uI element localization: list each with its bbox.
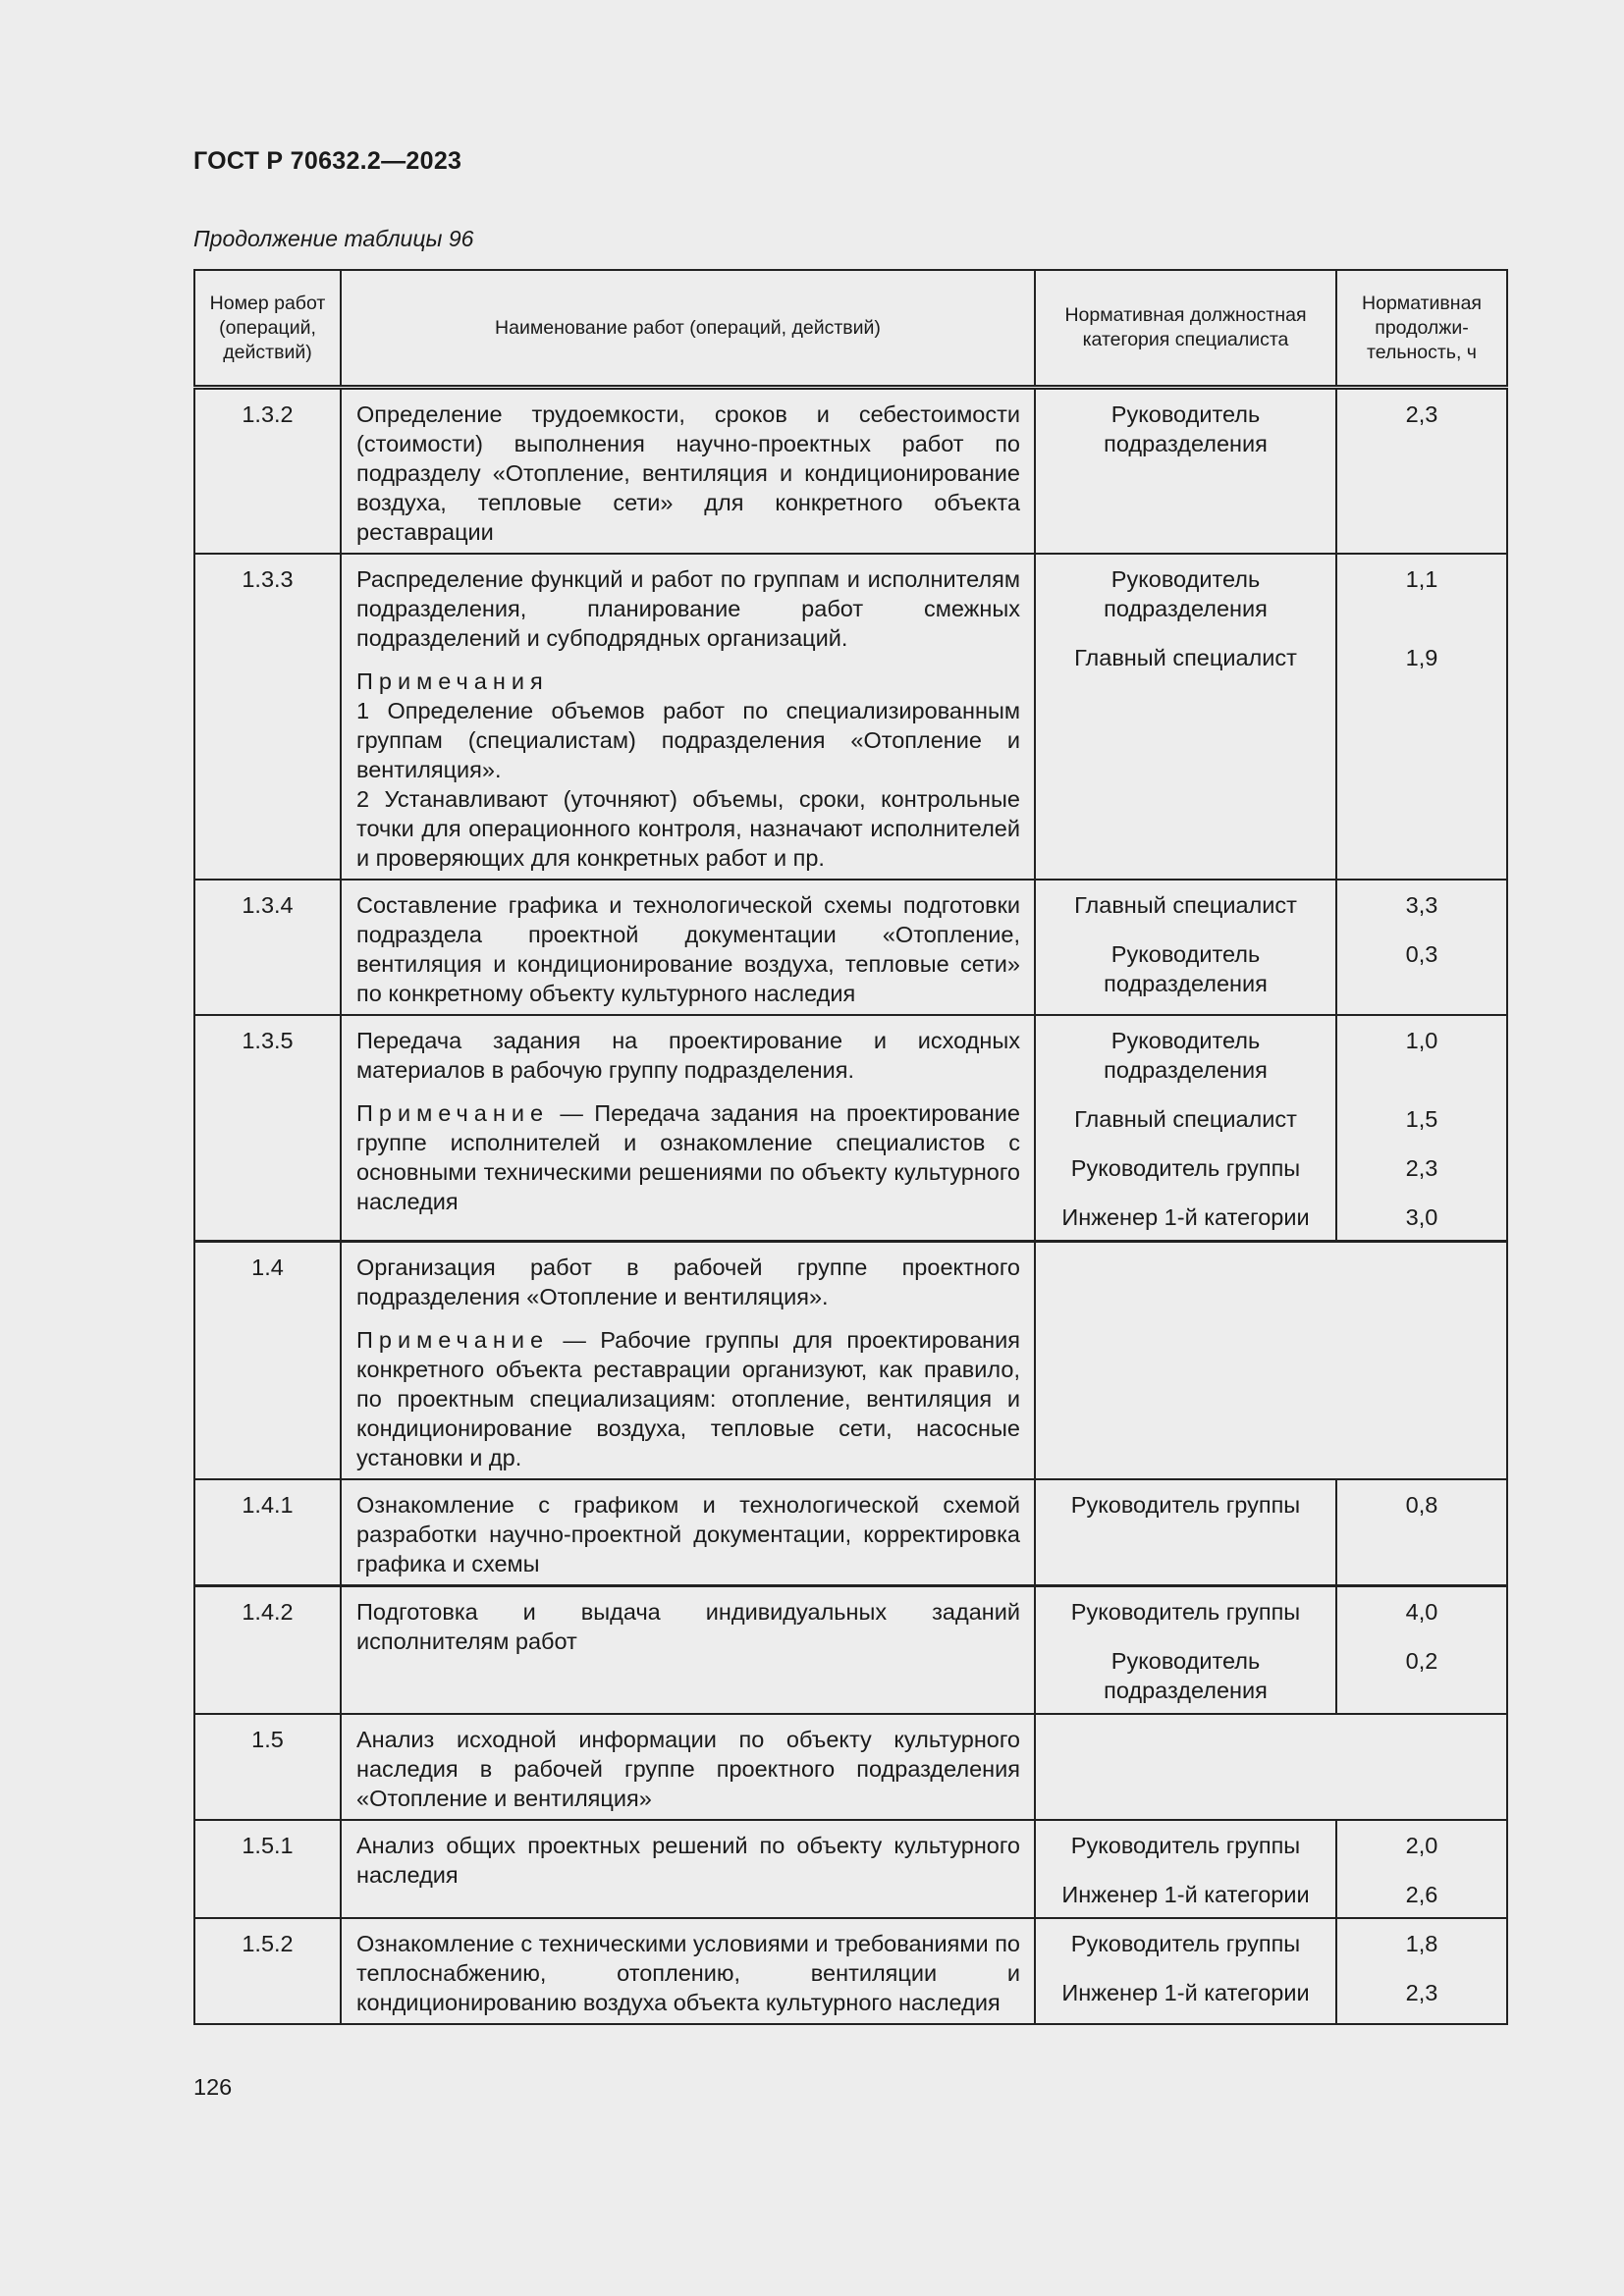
- specialist-category: [1035, 1479, 1336, 1586]
- operation-text: Ознакомление с техническими условиями и требованиями по теплоснабжению, отоплению, вентиляции и кондиционированию воздуха объекта культурного наследия: [356, 1931, 1020, 2015]
- operation-text: Передача задания на проектирование и исходных материалов в рабочую группу подразделения.: [356, 1028, 1020, 1083]
- category-entry: Инженер 1-й категории: [1061, 1980, 1310, 2005]
- category-entry: Руководитель группы: [1070, 1931, 1301, 1956]
- duration-entry: 0,3: [1405, 941, 1438, 967]
- duration-entry: 3,3: [1405, 892, 1438, 918]
- operation-text: Анализ общих проектных решений по объекту культурного наследия: [356, 1833, 1020, 1888]
- category-entry: Главный специалист: [1074, 645, 1297, 670]
- operation-text: Распределение функций и работ по группам и исполнителям подразделения, планирование работ смежных подразделений и субподрядных организаций.: [356, 566, 1020, 651]
- table-row: [194, 388, 1507, 555]
- table-row: [194, 1479, 1507, 1586]
- note-label: Примечание: [356, 1100, 550, 1126]
- category-entry: Руководитель подразделения: [1104, 566, 1268, 621]
- page-number: 126: [193, 2074, 233, 2100]
- table-row: [194, 1015, 1507, 1242]
- row-number: 1.3.5: [194, 1015, 341, 1242]
- operation-name: [341, 1918, 1035, 2024]
- category-entry: Руководитель группы: [1070, 1599, 1301, 1625]
- table-row: [194, 880, 1507, 1015]
- operation-note: [356, 1325, 1020, 1472]
- category-entry: Руководитель группы: [1070, 1833, 1301, 1858]
- operation-name: [341, 1586, 1035, 1715]
- specialist-category: [1035, 1586, 1336, 1715]
- operation-name: [341, 1714, 1035, 1820]
- specialist-category: [1035, 1820, 1336, 1918]
- duration-entry: 2,3: [1405, 1155, 1438, 1181]
- category-entry: Руководитель подразделения: [1104, 401, 1268, 456]
- duration-entry: 1,9: [1405, 645, 1438, 670]
- operation-name: [341, 1479, 1035, 1586]
- note-label: Примечания: [356, 668, 549, 694]
- category-entry: Руководитель подразделения: [1104, 1648, 1268, 1703]
- row-number: 1.4: [194, 1242, 341, 1480]
- duration-entry: 2,3: [1405, 401, 1438, 427]
- table-header-row: [194, 270, 1507, 388]
- duration-hours: [1336, 1918, 1507, 2024]
- duration-entry: 1,5: [1405, 1106, 1438, 1132]
- duration-entry: 0,8: [1405, 1492, 1438, 1518]
- row-number: 1.4.1: [194, 1479, 341, 1586]
- duration-hours: [1336, 388, 1507, 555]
- specialist-category: [1035, 554, 1336, 880]
- duration-entry: 1,8: [1405, 1931, 1438, 1956]
- row-number: 1.4.2: [194, 1586, 341, 1715]
- specialist-category: [1035, 388, 1336, 555]
- table-row: [194, 1820, 1507, 1918]
- norms-table: [193, 269, 1508, 2025]
- operation-name: [341, 1015, 1035, 1242]
- duration-entry: 2,6: [1405, 1882, 1438, 1907]
- duration-entry: 2,0: [1405, 1833, 1438, 1858]
- row-number: 1.5: [194, 1714, 341, 1820]
- row-number: 1.5.2: [194, 1918, 341, 2024]
- category-entry: Главный специалист: [1074, 892, 1297, 918]
- operation-name: [341, 554, 1035, 880]
- note-label: Примечание: [356, 1327, 550, 1353]
- empty-cell: [1035, 1714, 1507, 1820]
- table-row: [194, 1586, 1507, 1715]
- note-text: 2 Устанавливают (уточняют) объемы, сроки, контрольные точки для операционного контроля, назначают исполнителей и проверяющих для конкретных работ и пр.: [356, 786, 1020, 871]
- row-number: 1.5.1: [194, 1820, 341, 1918]
- duration-entry: 1,0: [1405, 1028, 1438, 1053]
- duration-hours: [1336, 1015, 1507, 1242]
- operation-text: Определение трудоемкости, сроков и себестоимости (стоимости) выполнения научно-проектных работ по подразделу «Отопление, вентиляция и кондиционирование воздуха, тепловые сети» для конкретного объекта реставрации: [356, 401, 1020, 545]
- column-header-name: Наименование работ (операций, действий): [341, 270, 1035, 388]
- operation-note: [356, 667, 1020, 873]
- duration-entry: 2,3: [1405, 1980, 1438, 2005]
- table-row: [194, 1714, 1507, 1820]
- operation-text: Ознакомление с графиком и технологической схемой разработки научно-проектной документации, корректировка графика и схемы: [356, 1492, 1020, 1576]
- category-entry: Инженер 1-й категории: [1061, 1882, 1310, 1907]
- duration-hours: [1336, 554, 1507, 880]
- column-header-number: Номер работ (операций, действий): [194, 270, 341, 388]
- operation-text: Организация работ в рабочей группе проектного подразделения «Отопление и вентиляция».: [356, 1255, 1020, 1309]
- duration-entry: 4,0: [1405, 1599, 1438, 1625]
- duration-hours: [1336, 1820, 1507, 1918]
- operation-text: Составление графика и технологической схемы подготовки подраздела проектной документации «Отопление, вентиляция и кондиционирование воздуха, тепловые сети» по конкретному объекту культурного наследия: [356, 892, 1020, 1006]
- duration-hours: [1336, 1479, 1507, 1586]
- category-entry: Руководитель группы: [1070, 1492, 1301, 1518]
- duration-hours: [1336, 1586, 1507, 1715]
- document-title: ГОСТ Р 70632.2—2023: [193, 147, 462, 175]
- row-number: 1.3.3: [194, 554, 341, 880]
- specialist-category: [1035, 880, 1336, 1015]
- operation-text: Подготовка и выдача индивидуальных заданий исполнителям работ: [356, 1599, 1020, 1654]
- column-header-category: Нормативная должностная категория специалиста: [1035, 270, 1336, 388]
- operation-name: [341, 1820, 1035, 1918]
- category-entry: Руководитель группы: [1070, 1155, 1301, 1181]
- operation-name: [341, 388, 1035, 555]
- row-number: 1.3.2: [194, 388, 341, 555]
- operation-text: Анализ исходной информации по объекту культурного наследия в рабочей группе проектного подразделения «Отопление и вентиляция»: [356, 1727, 1020, 1811]
- operation-name: [341, 1242, 1035, 1480]
- category-entry: Руководитель подразделения: [1104, 1028, 1268, 1083]
- duration-hours: [1336, 880, 1507, 1015]
- category-entry: Руководитель подразделения: [1104, 941, 1268, 996]
- table-row: [194, 1242, 1507, 1480]
- table-caption: Продолжение таблицы 96: [193, 226, 474, 251]
- note-text: — Рабочие группы для проектирования конкретного объекта реставрации организуют, как правило, по проектным специализациям: отопление, вентиляция и кондиционирование воздуха, тепловые сети, насосные установки и др.: [356, 1327, 1020, 1470]
- duration-entry: 0,2: [1405, 1648, 1438, 1674]
- empty-cell: [1035, 1242, 1507, 1480]
- specialist-category: [1035, 1918, 1336, 2024]
- duration-entry: 3,0: [1405, 1204, 1438, 1230]
- table-row: [194, 554, 1507, 880]
- note-text: 1 Определение объемов работ по специализированным группам (специалистам) подразделения «Отопление и вентиляция».: [356, 698, 1020, 782]
- table-row: [194, 1918, 1507, 2024]
- operation-name: [341, 880, 1035, 1015]
- category-entry: Инженер 1-й категории: [1061, 1204, 1310, 1230]
- column-header-duration: Нормативная продолжи-тельность, ч: [1336, 270, 1507, 388]
- duration-entry: 1,1: [1405, 566, 1438, 592]
- operation-note: [356, 1098, 1020, 1216]
- specialist-category: [1035, 1015, 1336, 1242]
- note-text: — Передача задания на проектирование группе исполнителей и ознакомление специалистов с основными техническими решениями по объекту культурного наследия: [356, 1100, 1020, 1214]
- row-number: 1.3.4: [194, 880, 341, 1015]
- category-entry: Главный специалист: [1074, 1106, 1297, 1132]
